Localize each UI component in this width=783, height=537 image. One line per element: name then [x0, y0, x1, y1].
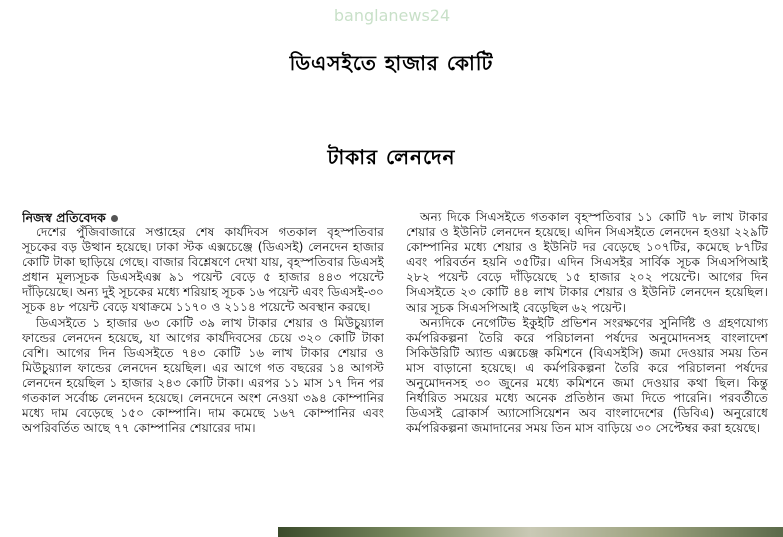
byline-text: নিজস্ব প্রতিবেদক	[22, 210, 106, 225]
paragraph: অন্যদিকে নেগেটিভ ইকুইটি প্রভিশন সংরক্ষণের সুনির্দিষ্ট ও গ্রহণযোগ্য কর্মপরিকল্পনা তৈরি করে পরিচালনা পর্ষদের অনুমোদনসহ বাংলাদেশ সিকিউরিটি অ্যান্ড এক্সচেঞ্জ কমিশনে (বিএসইসি) জমা দেওয়ার সময় তিন মাস বাড়ানো হয়েছে। এ কর্মপরিকল্পনা তৈরি করে পরিচালনা পর্ষদের অনুমোদনসহ ৩০ জুনের মধ্যে কমিশনে জমা দেওয়ার কথা ছিল। কিন্তু নির্ধারিত সময়ের মধ্যে অনেক প্রতিষ্ঠান জমা দিতে পারেনি। পরবর্তীতে ডিএসই ব্রোকার্স অ্যাসোসিয়েশন অব বাংলাদেশের (ডিবিএ) অনুরোধে কর্মপরিকল্পনা জমাদানের সময় তিন মাস বাড়িয়ে ৩০ সেপ্টেম্বর করা হয়েছে।	[406, 315, 768, 436]
headline-line-2: টাকার লেনদেন	[327, 145, 456, 169]
article-column-right	[406, 210, 768, 532]
paragraph: ডিএসইতে ১ হাজার ৬৩ কোটি ৩৯ লাখ টাকার শেয়ার ও মিউচুয়্যাল ফান্ডের লেনদেন হয়েছে, যা আগের কার্যদিবসের চেয়ে ৩২০ কোটি টাকা বেশি। আগের দিন ডিএসইতে ৭৪৩ কোটি ১৬ লাখ টাকার শেয়ার ও মিউচুয়্যাল ফান্ডের লেনদেন হয়েছিল। এর আগে গত বছরের ১৪ আগস্ট লেনদেন হয়েছিল ১ হাজার ২৪৩ কোটি টাকা। এরপর ১১ মাস ১৭ দিন পর গতকাল সর্বোচ্চ লেনদেন হয়েছে। লেনদেনে অংশ নেওয়া ৩৯৪ কোম্পানির মধ্যে দাম বেড়েছে ১৫০ কোম্পানি। দাম কমেছে ১৬৭ কোম্পানির এবং অপরিবর্তিত আছে ৭৭ কোম্পানির শেয়ারের দাম।	[22, 315, 384, 436]
watermark-logo: banglanews24	[333, 6, 451, 25]
photo-strip	[278, 527, 783, 537]
bullet-icon	[111, 215, 118, 222]
paragraph: দেশের পুঁজিবাজারে সপ্তাহের শেষ কার্যদিবস গতকাল বৃহস্পতিবার সূচকের বড় উত্থান হয়েছে। ঢাকা স্টক এক্সচেঞ্জে (ডিএসই) লেনদেন হাজার কোটি টাকা ছাড়িয়ে গেছে। বাজার বিশ্লেষণে দেখা যায়, বৃহস্পতিবার ডিএসই প্রধান মূল্যসূচক ডিএসইএক্স ৯১ পয়েন্ট বেড়ে ৫ হাজার ৪৪৩ পয়েন্টে দাঁড়িয়েছে। অন্য দুই সূচকের মধ্যে শরিয়াহ সূচক ১৬ পয়েন্ট এবং ডিএসই-৩০ সূচক ৪৮ পয়েন্ট বেড়ে যথাক্রমে ১১৭০ ও ২১১৪ পয়েন্টে অবস্থান করছে।	[22, 225, 384, 315]
article-column-left	[22, 210, 384, 532]
headline-line-1: ডিএসইতে হাজার কোটি	[289, 51, 494, 75]
byline	[22, 210, 384, 225]
paragraph: অন্য দিকে সিএসইতে গতকাল বৃহস্পতিবার ১১ কোটি ৭৮ লাখ টাকার শেয়ার ও ইউনিট লেনদেন হয়েছে। এদিন সিএসইতে লেনদেন হওয়া ২২৯টি কোম্পানির মধ্যে শেয়ার ও ইউনিট দর বেড়েছে ১০৭টির, কমেছে ৮৭টির এবং পরিবর্তন হয়নি ৩৫টির। এদিন সিএসইর সার্বিক সূচক সিএসপিআই ২৮২ পয়েন্ট বেড়ে দাঁড়িয়েছে ১৫ হাজার ২০২ পয়েন্টে। আগের দিন সিএসইতে ২৩ কোটি ৪৪ লাখ টাকার শেয়ার ও ইউনিট লেনদেন হয়েছিল। আর সূচক সিএসপিআই বেড়েছিল ৬২ পয়েন্ট।	[406, 210, 768, 315]
